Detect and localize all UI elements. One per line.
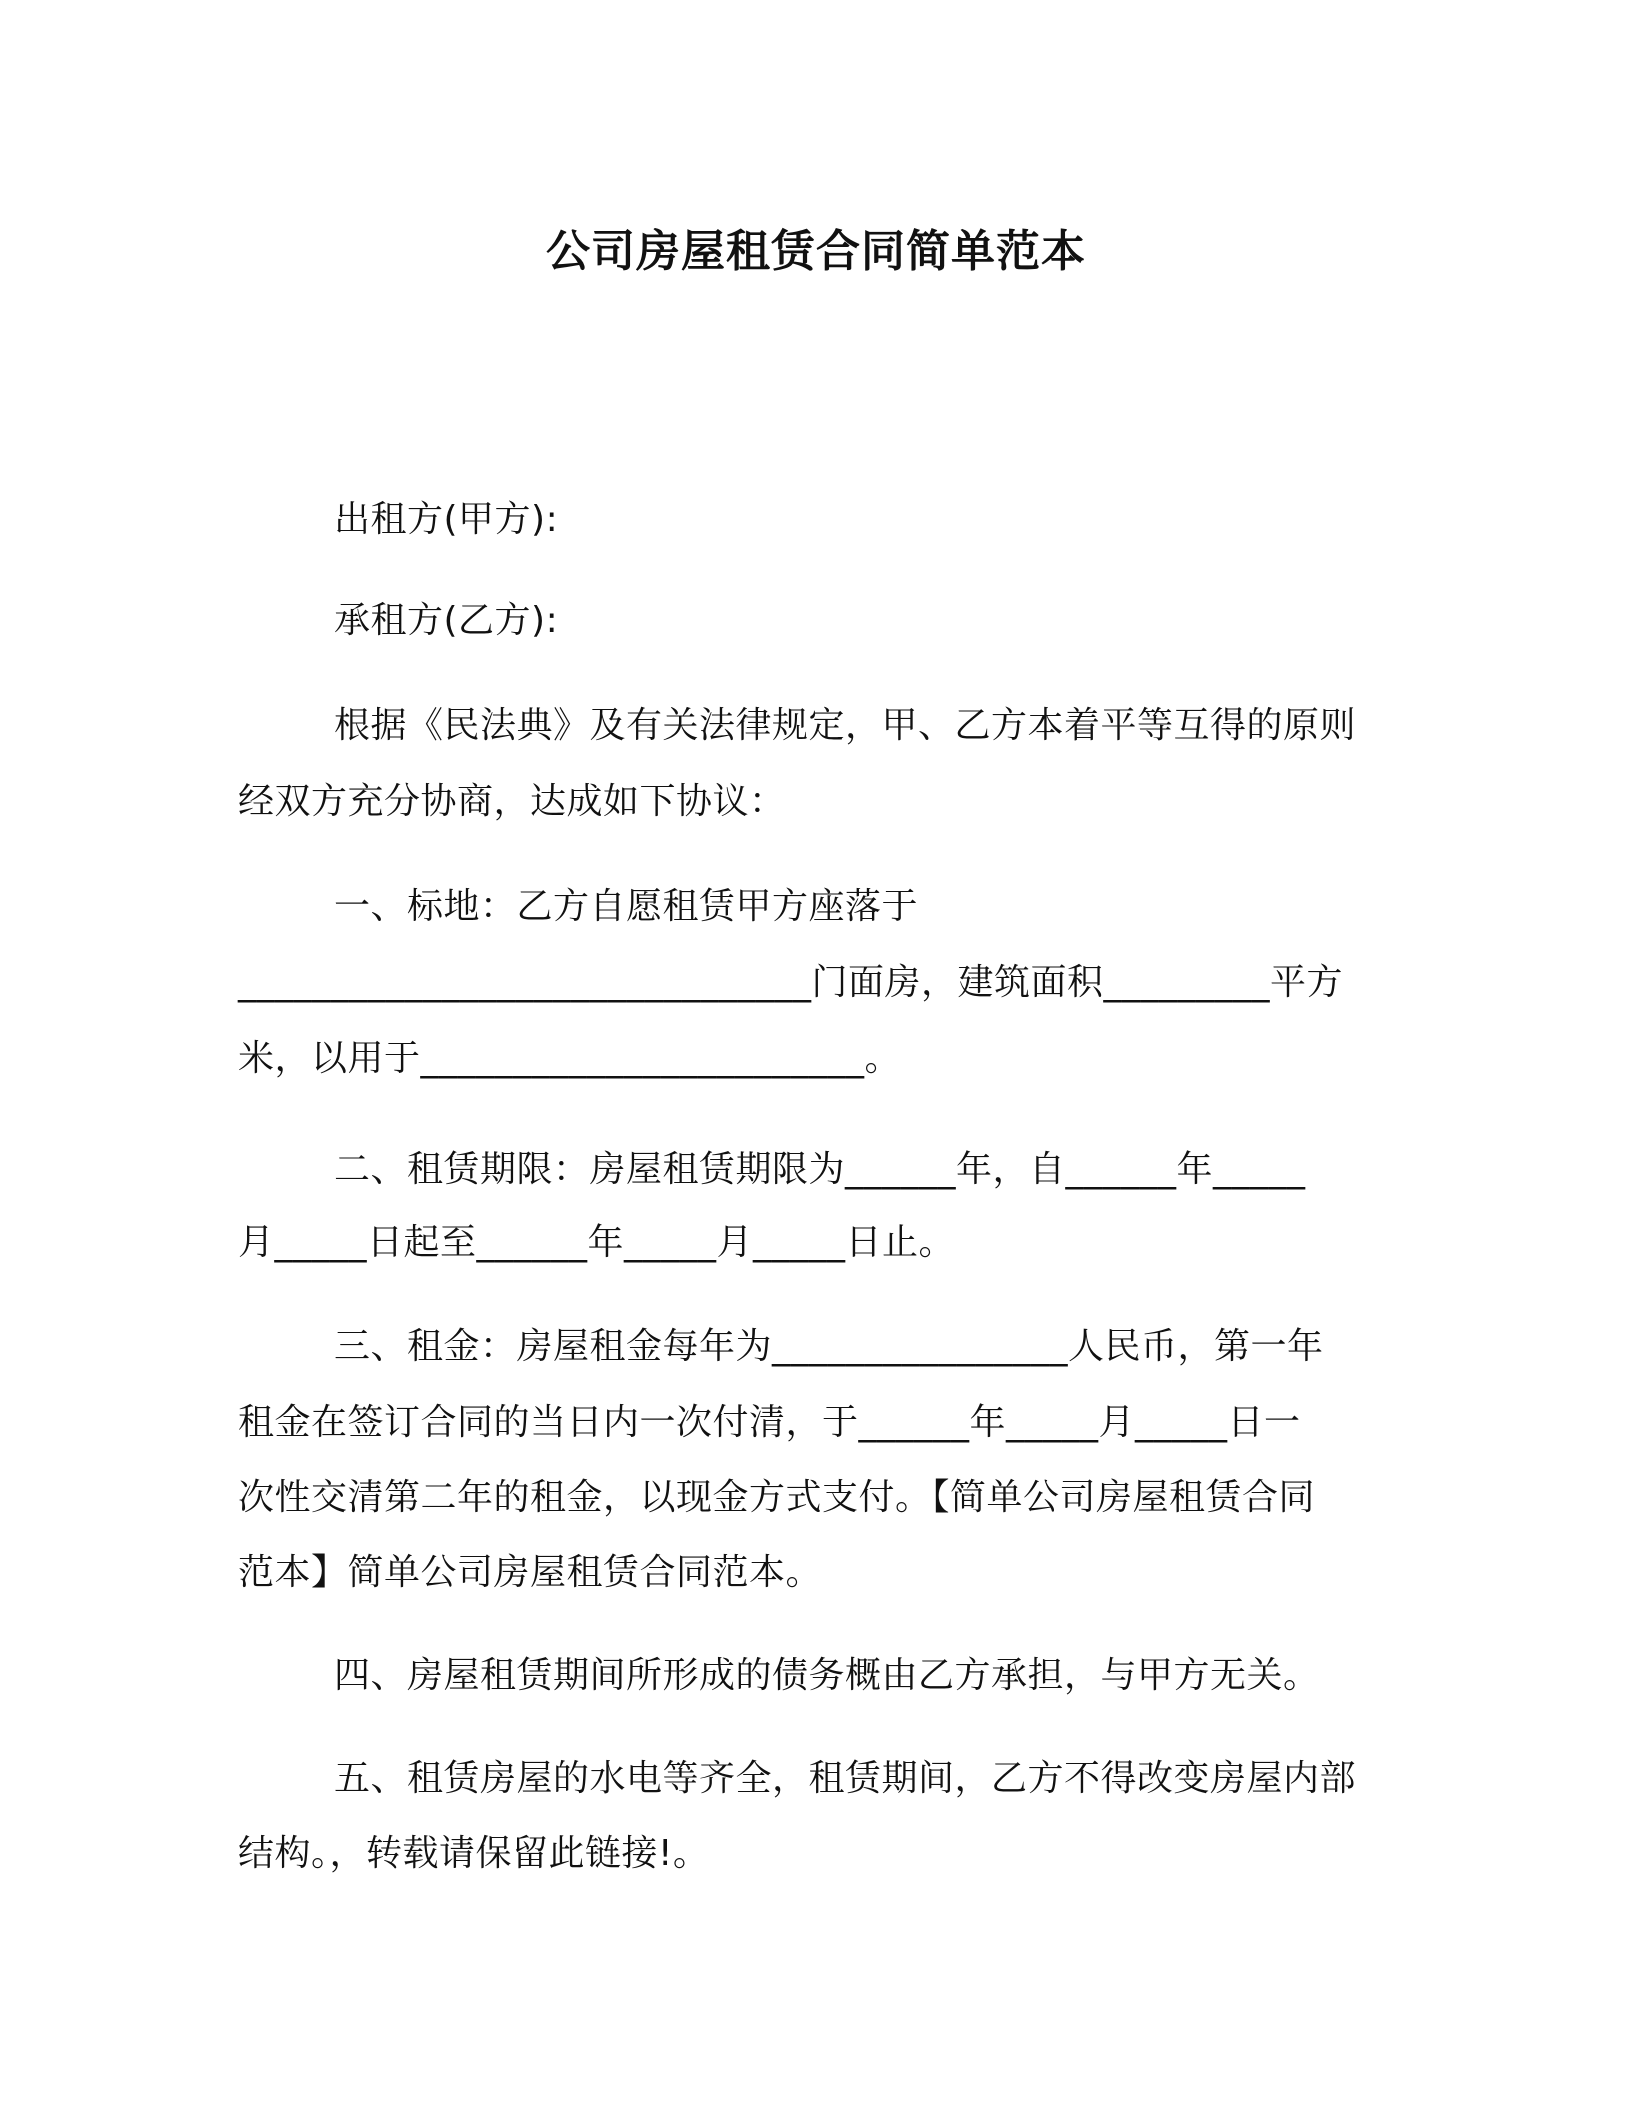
clause-5-line-2: 结构。，转载请保留此链接!。 xyxy=(238,1833,710,1874)
clause-1-line-3: 米，以用于________________________。 xyxy=(238,1038,902,1079)
clause-3-line-1: 三、租金：房屋租金每年为________________人民币，第一年 xyxy=(334,1326,1324,1367)
document-title: 公司房屋租赁合同简单范本 xyxy=(546,226,1086,277)
clause-3-line-4: 范本】简单公司房屋租赁合同范本。 xyxy=(238,1552,823,1593)
preamble-line-1: 根据《民法典》及有关法律规定，甲、乙方本着平等互得的原则 xyxy=(334,705,1357,746)
lessor-line: 出租方(甲方): xyxy=(334,499,559,540)
clause-2-line-2: 月_____日起至______年_____月_____日止。 xyxy=(238,1222,956,1263)
lessee-line: 承租方(乙方): xyxy=(334,600,559,641)
clause-1-line-2: _______________________________门面房，建筑面积_________平方 xyxy=(238,962,1344,1003)
clause-3-line-3: 次性交清第二年的租金，以现金方式支付。【简单公司房屋租赁合同 xyxy=(238,1477,1316,1518)
clause-1-line-1: 一、标地：乙方自愿租赁甲方座落于 xyxy=(334,886,919,927)
clause-5-line-1: 五、租赁房屋的水电等齐全，租赁期间，乙方不得改变房屋内部 xyxy=(334,1758,1357,1799)
clause-2-line-1: 二、租赁期限：房屋租赁期限为______年，自______年_____ xyxy=(334,1149,1306,1190)
preamble-line-2: 经双方充分协商，达成如下协议： xyxy=(238,781,786,822)
clause-3-line-2: 租金在签订合同的当日内一次付清，于______年_____月_____日一 xyxy=(238,1402,1301,1443)
clause-4-line-1: 四、房屋租赁期间所形成的债务概由乙方承担，与甲方无关。 xyxy=(334,1655,1320,1696)
